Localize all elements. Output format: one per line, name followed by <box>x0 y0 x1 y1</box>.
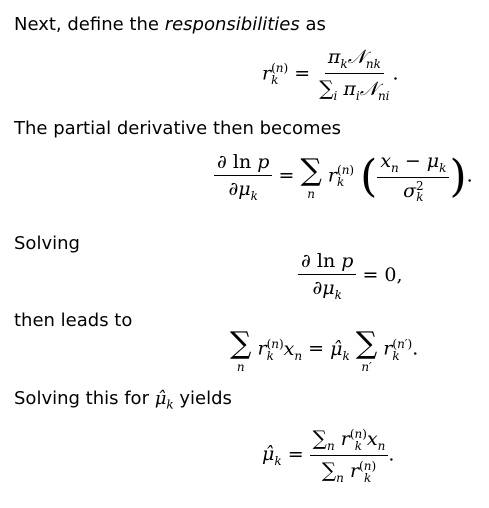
equation-partial-derivative: $\frac{\text{∂ ln p}}{\partial\mu_k}$ = ∑ n r (n) k ( $x_n - \mu_k$ σ 2 k ). <box>214 150 473 203</box>
text-line-5 <box>14 388 232 412</box>
text-line-3: Solving <box>14 233 80 254</box>
equation-stationary: $\frac{\text{∂ ln p}}{\partial\mu_k}$ = 0, <box>298 250 403 302</box>
equation-responsibility: r (n) k = $\frac{\pi_k𝒩_{nk}}{\sum_i \pi_i𝒩_{ni}}$ . <box>262 46 399 103</box>
text-line-4: then leads to <box>14 310 133 331</box>
mu-hat-inline: $\mû_k$ <box>154 388 174 412</box>
equation-mean-condition: ∑ n r (n) k $x_n$ = $\mû_k$ ∑ n′ r (n′) k . <box>230 326 419 374</box>
text-line-5-post: yields <box>173 388 232 409</box>
text-line-1-emphasis: responsibilities <box>164 14 300 35</box>
equation-mean-estimate: $\mû_k$ = $\sum_n$ r (n) k $x_n$ $\sum_n$ r (n) k . <box>262 426 395 485</box>
text-line-1-post: as <box>299 14 326 35</box>
text-line-5-pre: Solving this for <box>14 388 155 409</box>
text-line-2: The partial derivative then becomes <box>14 118 342 139</box>
text-line-1-pre: Next, define the <box>14 14 165 35</box>
text-line-1 <box>14 14 326 35</box>
